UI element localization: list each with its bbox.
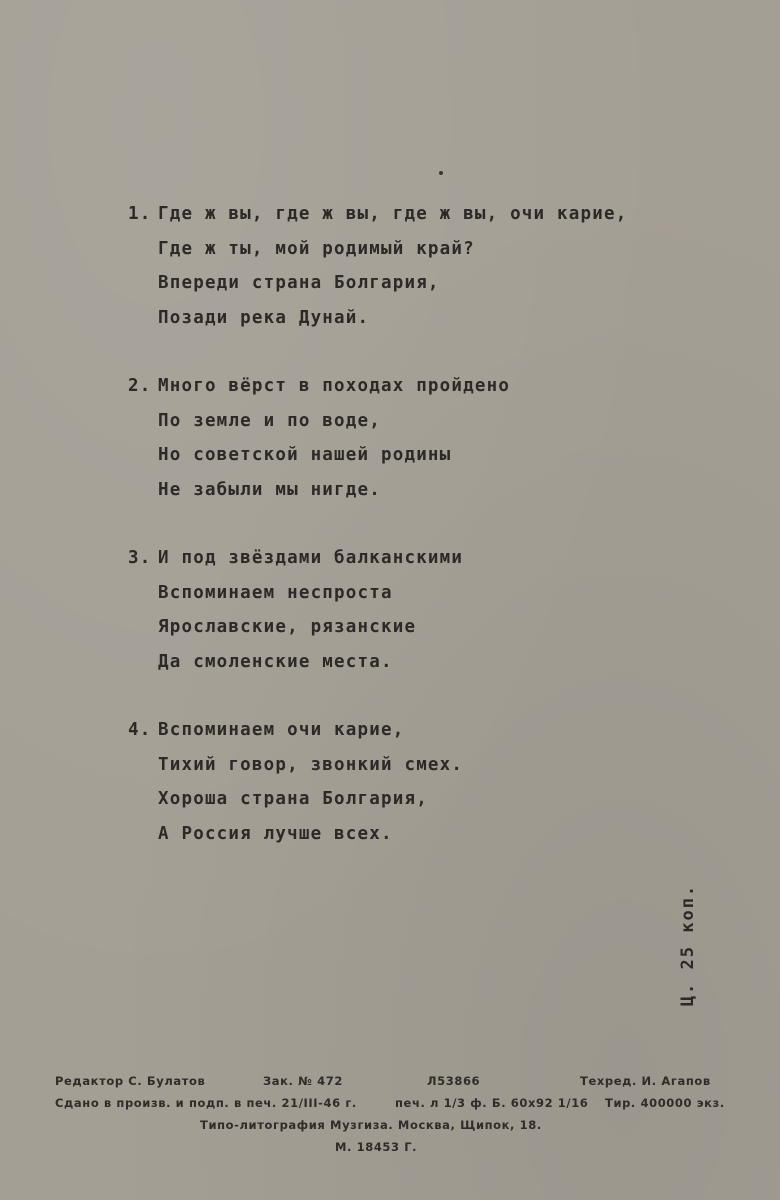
stanza-1	[128, 197, 627, 335]
catalog-number: М. 18453 Г.	[335, 1140, 418, 1154]
censor-code: Л53866	[427, 1074, 481, 1088]
stanza-line: По земле и по воде,	[158, 410, 381, 431]
tech-editor-credit: Техред. И. Агапов	[580, 1074, 711, 1088]
stanza-line: 3. И под звёздами балканскими	[128, 541, 463, 576]
submitted-date: Сдано в произв. и подп. в печ. 21/III-46 г.	[55, 1096, 357, 1110]
stanza-line: Позади река Дунай.	[158, 307, 370, 328]
print-run: Тир. 400000 экз.	[605, 1096, 725, 1110]
stanza-4	[128, 713, 463, 851]
imprint-block	[55, 1070, 735, 1158]
ink-dot	[439, 171, 443, 175]
stanza-line: Но советской нашей родины	[158, 445, 452, 465]
stanza-line: 1. Где ж вы, где ж вы, где ж вы, очи карие,	[128, 197, 627, 232]
imprint-row-1	[55, 1070, 735, 1092]
stanza-2	[128, 369, 510, 507]
stanza-line: Не забыли мы нигде.	[158, 479, 381, 500]
order-number: Зак. № 472	[263, 1074, 343, 1088]
imprint-row-4	[55, 1136, 735, 1158]
stanza-line: Где ж ты, мой родимый край?	[158, 238, 475, 259]
stanza-line: Вспоминаем неспроста	[158, 582, 393, 603]
stanza-line: 2. Много вёрст в походах пройдено	[128, 369, 510, 404]
stanza-3	[128, 541, 463, 679]
stanza-line: Тихий говор, звонкий смех.	[158, 754, 464, 775]
stanza-line: Да смоленские места.	[158, 651, 393, 672]
stanza-line: А Россия лучше всех.	[158, 823, 393, 844]
sheet-format: печ. л 1/3 ф. Б. 60х92 1/16	[395, 1096, 589, 1110]
stanza-number: 2.	[128, 376, 152, 396]
printer-info: Типо-литография Музгиза. Москва, Щипок, 18.	[200, 1118, 542, 1132]
editor-credit: Редактор С. Булатов	[55, 1074, 206, 1088]
imprint-row-3	[55, 1114, 735, 1136]
stanza-number: 1.	[128, 204, 152, 224]
stanza-line: Впереди страна Болгария,	[158, 273, 440, 293]
stanza-line: Ярославские, рязанские	[158, 617, 417, 637]
imprint-row-2	[55, 1092, 735, 1114]
price-label: Ц. 25 коп.	[678, 883, 698, 1007]
stanza-line: 4. Вспоминаем очи карие,	[128, 713, 463, 748]
stanza-line: Хороша страна Болгария,	[158, 789, 428, 809]
stanza-number: 4.	[128, 720, 152, 740]
stanza-number: 3.	[128, 548, 152, 568]
